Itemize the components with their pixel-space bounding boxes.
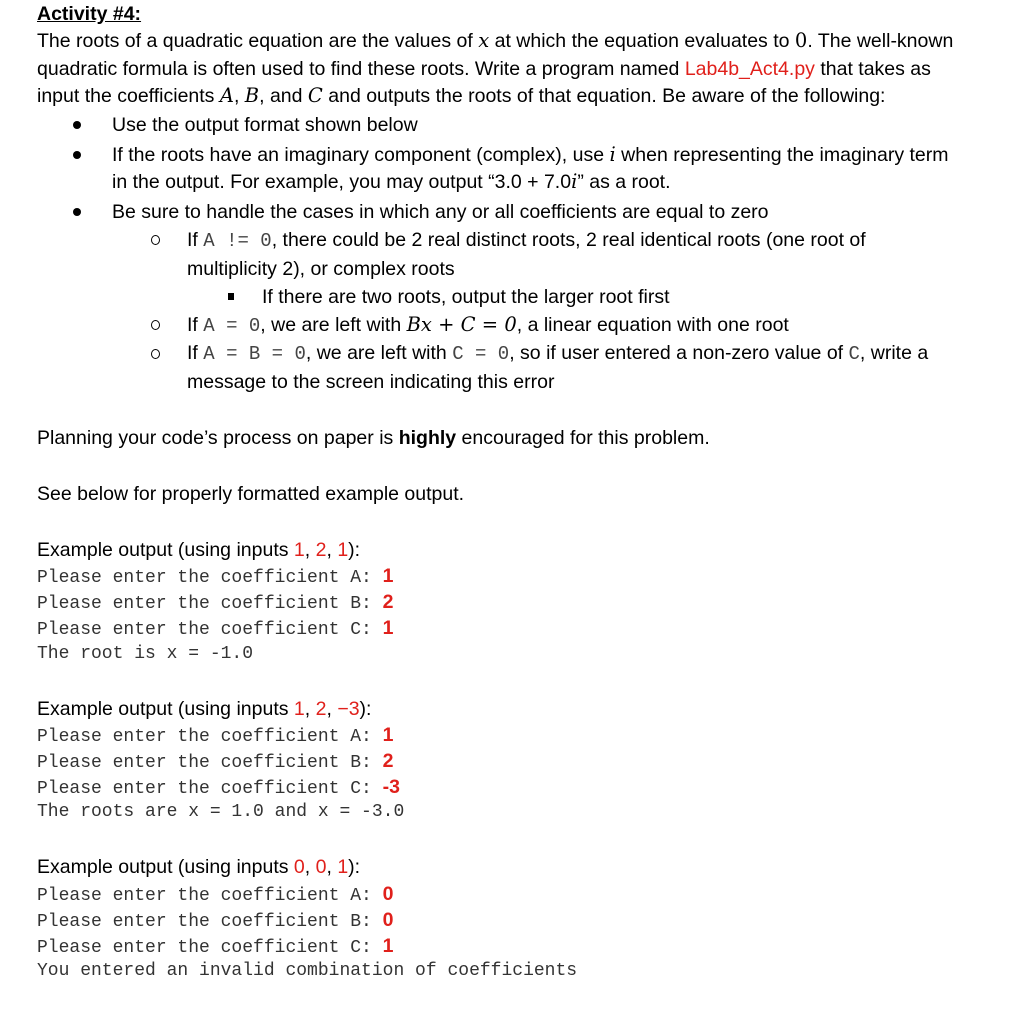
inline-code: A = 0 bbox=[203, 315, 261, 337]
bullet-1: Use the output format shown below bbox=[112, 114, 418, 136]
example-input: 2 bbox=[315, 539, 327, 561]
punct: , bbox=[326, 539, 338, 561]
console-prompt: Please enter the coefficient A: bbox=[37, 886, 383, 906]
intro-text: input the coefficients bbox=[37, 85, 220, 107]
console-result: The roots are x = 1.0 and x = -3.0 bbox=[37, 802, 405, 822]
console-prompt: Please enter the coefficient B: bbox=[37, 912, 383, 932]
example-input: 0 bbox=[293, 856, 305, 878]
sub-text: If bbox=[187, 314, 204, 336]
console-answer: 0 bbox=[382, 883, 394, 905]
sub-bullet-3-cont: message to the screen indicating this error bbox=[187, 371, 555, 393]
sub-text: , we are left with bbox=[260, 314, 407, 336]
console-answer: 1 bbox=[382, 935, 394, 957]
example-input: 1 bbox=[337, 539, 349, 561]
example-heading-text: Example output (using inputs bbox=[37, 539, 294, 561]
planning-text: encouraged for this problem. bbox=[456, 427, 710, 449]
sub-sub-bullet: If there are two roots, output the larger root first bbox=[262, 286, 670, 308]
intro-text: , bbox=[233, 85, 245, 107]
bullet-icon bbox=[73, 208, 81, 216]
console-line bbox=[37, 908, 394, 934]
planning-text: Planning your code’s process on paper is bbox=[37, 427, 399, 449]
bullet-2 bbox=[112, 143, 949, 167]
math-i: i bbox=[609, 143, 616, 166]
console-prompt: Please enter the coefficient B: bbox=[37, 753, 383, 773]
example-2-heading bbox=[37, 697, 371, 721]
console-line bbox=[37, 564, 394, 590]
inline-code: C = 0 bbox=[452, 343, 510, 365]
punct: , bbox=[326, 698, 338, 720]
see-below-note: See below for properly formatted example output. bbox=[37, 483, 465, 505]
sub-text: , there could be 2 real distinct roots, 2 real identical roots (one root of bbox=[271, 229, 866, 251]
intro-text: at which the equation evaluates to bbox=[489, 30, 795, 52]
console-answer: 1 bbox=[382, 724, 394, 746]
planning-note bbox=[37, 426, 710, 450]
sub-text: , a linear equation with one root bbox=[516, 314, 789, 336]
punct: , bbox=[326, 856, 338, 878]
sub-bullet-1 bbox=[187, 228, 866, 253]
console-answer: 2 bbox=[382, 750, 394, 772]
sub-text: , so if user entered a non-zero value of bbox=[509, 342, 849, 364]
math-zero: 0 bbox=[794, 29, 808, 52]
intro-text: The roots of a quadratic equation are the values of bbox=[37, 30, 479, 52]
console-prompt: Please enter the coefficient C: bbox=[37, 938, 383, 958]
example-1-heading bbox=[37, 538, 360, 562]
intro-text: that takes as bbox=[814, 58, 931, 80]
math-c: C bbox=[307, 84, 323, 107]
intro-text: quadratic formula is often used to find these roots. Write a program named bbox=[37, 58, 685, 80]
intro-line-1 bbox=[37, 29, 953, 53]
example-input: 1 bbox=[293, 698, 305, 720]
console-prompt: Please enter the coefficient C: bbox=[37, 779, 383, 799]
square-bullet-icon bbox=[228, 293, 234, 300]
console-prompt: Please enter the coefficient C: bbox=[37, 620, 383, 640]
bullet-icon bbox=[73, 121, 81, 129]
console-result: The root is x = -1.0 bbox=[37, 644, 254, 664]
sub-text: If bbox=[187, 342, 204, 364]
console-line bbox=[37, 749, 394, 775]
punct: , bbox=[304, 856, 316, 878]
circle-bullet-icon bbox=[151, 320, 160, 330]
intro-text: . The well-known bbox=[807, 30, 954, 52]
bullet-text: If the roots have an imaginary component (complex), use bbox=[112, 144, 610, 166]
circle-bullet-icon bbox=[151, 235, 160, 245]
activity-title: Activity #4: bbox=[37, 3, 142, 25]
console-line bbox=[37, 723, 394, 749]
console-prompt: Please enter the coefficient A: bbox=[37, 727, 383, 747]
bullet-icon bbox=[73, 151, 81, 159]
inline-code: A != 0 bbox=[203, 230, 272, 252]
example-heading-text: Example output (using inputs bbox=[37, 856, 294, 878]
punct: ): bbox=[348, 539, 361, 561]
inline-code: A = B = 0 bbox=[203, 343, 306, 365]
punct: , bbox=[304, 539, 316, 561]
math-i: i bbox=[571, 170, 578, 193]
sub-text: , we are left with bbox=[305, 342, 453, 364]
example-3-heading bbox=[37, 855, 360, 879]
intro-line-2 bbox=[37, 57, 931, 81]
console-line bbox=[37, 616, 394, 642]
example-heading-text: Example output (using inputs bbox=[37, 698, 294, 720]
example-input: −3 bbox=[337, 698, 360, 720]
math-x: x bbox=[478, 29, 490, 52]
console-line bbox=[37, 882, 394, 908]
console-prompt: Please enter the coefficient A: bbox=[37, 568, 383, 588]
filename: Lab4b_Act4.py bbox=[684, 58, 815, 80]
console-answer: 0 bbox=[382, 909, 394, 931]
bullet-2-cont bbox=[112, 170, 671, 194]
console-answer: -3 bbox=[382, 776, 400, 798]
punct: ): bbox=[359, 698, 372, 720]
math-linear-eq: Bx + C = 0 bbox=[406, 313, 517, 336]
example-input: 2 bbox=[315, 698, 327, 720]
circle-bullet-icon bbox=[151, 349, 160, 359]
console-answer: 2 bbox=[382, 591, 394, 613]
planning-emphasis: highly bbox=[398, 427, 457, 449]
intro-line-3 bbox=[37, 84, 885, 108]
console-line bbox=[37, 590, 394, 616]
intro-text: , and bbox=[259, 85, 308, 107]
sub-bullet-2 bbox=[187, 313, 789, 338]
sub-text: If bbox=[187, 229, 204, 251]
intro-text: and outputs the roots of that equation. Be aware of the following: bbox=[322, 85, 886, 107]
console-line bbox=[37, 775, 400, 801]
math-a: A bbox=[219, 84, 234, 107]
bullet-text: ” as a root. bbox=[577, 171, 671, 193]
example-input: 0 bbox=[315, 856, 327, 878]
console-answer: 1 bbox=[382, 617, 394, 639]
math-b: B bbox=[244, 84, 260, 107]
bullet-text: in the output. For example, you may output “3.0 + 7.0 bbox=[112, 171, 572, 193]
sub-bullet-3 bbox=[187, 341, 928, 366]
console-result: You entered an invalid combination of coefficients bbox=[37, 961, 578, 981]
punct: ): bbox=[348, 856, 361, 878]
console-answer: 1 bbox=[382, 565, 394, 587]
example-input: 1 bbox=[337, 856, 349, 878]
punct: , bbox=[304, 698, 316, 720]
bullet-text: when representing the imaginary term bbox=[615, 144, 949, 166]
bullet-3: Be sure to handle the cases in which any or all coefficients are equal to zero bbox=[112, 201, 769, 223]
console-prompt: Please enter the coefficient B: bbox=[37, 594, 383, 614]
inline-code: C bbox=[848, 343, 860, 365]
example-input: 1 bbox=[293, 539, 305, 561]
console-line bbox=[37, 934, 394, 960]
sub-text: , write a bbox=[859, 342, 929, 364]
sub-bullet-1-cont: multiplicity 2), or complex roots bbox=[187, 258, 455, 280]
